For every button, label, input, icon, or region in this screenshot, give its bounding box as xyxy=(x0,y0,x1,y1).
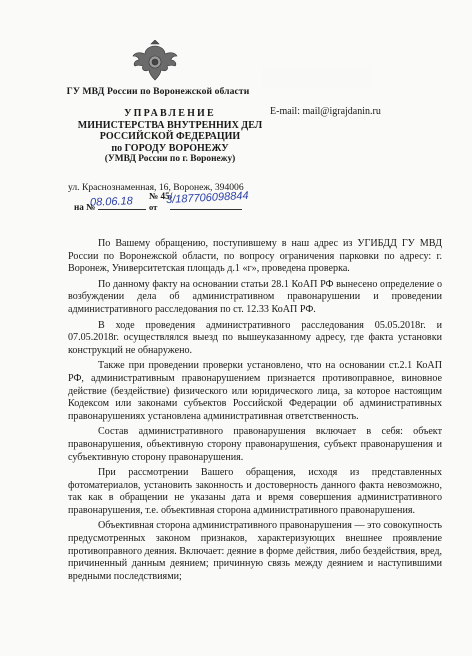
agency-line-1: УПРАВЛЕНИЕ xyxy=(124,108,216,119)
handwritten-reg-number: 3/187706098844 xyxy=(165,189,249,207)
agency-abbr: (УМВД России по г. Воронежу) xyxy=(104,154,236,164)
label-na-no: на № xyxy=(74,202,96,212)
recipient-email: E-mail: mail@igrajdanin.ru xyxy=(270,106,381,117)
paragraph-1: По Вашему обращению, поступившему в наш адрес из УГИБДД ГУ МВД России по Воронежской области, по вопросу ограничения парковки по адресу: г. Воронеж, Университетская площадь д.1 «г», проведена проверка. xyxy=(68,238,442,275)
paragraph-7: Объективная сторона административного правонарушения — это совокупность предусмотренных законом признаков, характеризующих внешнее проявление противоправного деяния. Включает: деяние в форме действия, либо бездействия, вред, причиненный данным деянием; причинную связь между деянием и наступившими вредными последствиями; xyxy=(68,520,443,582)
letter-body xyxy=(68,238,442,586)
mvd-emblem-icon xyxy=(131,40,179,84)
sender-address: ул. Краснознаменная, 16, Воронеж, 394006 xyxy=(68,182,244,193)
paragraph-5: Состав административного правонарушения включает в себя: объект правонарушения, объективную сторону правонарушения, субъект правонарушения и субъективную сторону правонарушения. xyxy=(68,426,442,463)
paragraph-3: В ходе проведения административного расследования 05.05.2018г. и 07.05.2018г. осуществлялся выезд по вышеуказанному адресу, где факта установки конструкций не обнаружено. xyxy=(68,319,442,356)
agency-block xyxy=(70,108,270,166)
agency-line-4: по ГОРОДУ ВОРОНЕЖУ xyxy=(111,142,229,154)
paragraph-6: При рассмотрении Вашего обращения, исходя из представленных фотоматериалов, установить законность и достоверность данного факта невозможно, так как в обращении не указаны дата и время совершения административного правонарушения, т.е. объективная сторона административного правонарушения. xyxy=(68,467,442,516)
date-underline xyxy=(98,209,146,210)
handwritten-date: 08.06.18 xyxy=(89,195,134,209)
paragraph-4: Также при проведении проверки установлено, что на основании ст.2.1 КоАП РФ, административным правонарушением признается противоправное, виновное действие (бездействие) физического или юридического лица, за которое настоящим Кодексом или законами субъектов Российской Федерации об административных правонарушениях установлена административная ответственность. xyxy=(68,360,442,422)
number-prefix: № 45/ xyxy=(149,191,173,201)
label-ot: от xyxy=(149,202,158,212)
redacted-recipient xyxy=(262,66,372,88)
org-top-title: ГУ МВД России по Воронежской области xyxy=(66,86,250,97)
ot-underline xyxy=(170,209,242,210)
agency-line-3: РОССИЙСКОЙ ФЕДЕРАЦИИ xyxy=(99,131,241,142)
agency-line-2: МИНИСТЕРСТВА ВНУТРЕННИХ ДЕЛ xyxy=(77,119,263,131)
paragraph-2: По данному факту на основании статьи 28.1 КоАП РФ вынесено определение о возбуждении дела об административном правонарушении и проведении административного расследования по ст. 12.33 КоАП РФ. xyxy=(68,278,442,315)
reference-number-line xyxy=(74,189,249,218)
